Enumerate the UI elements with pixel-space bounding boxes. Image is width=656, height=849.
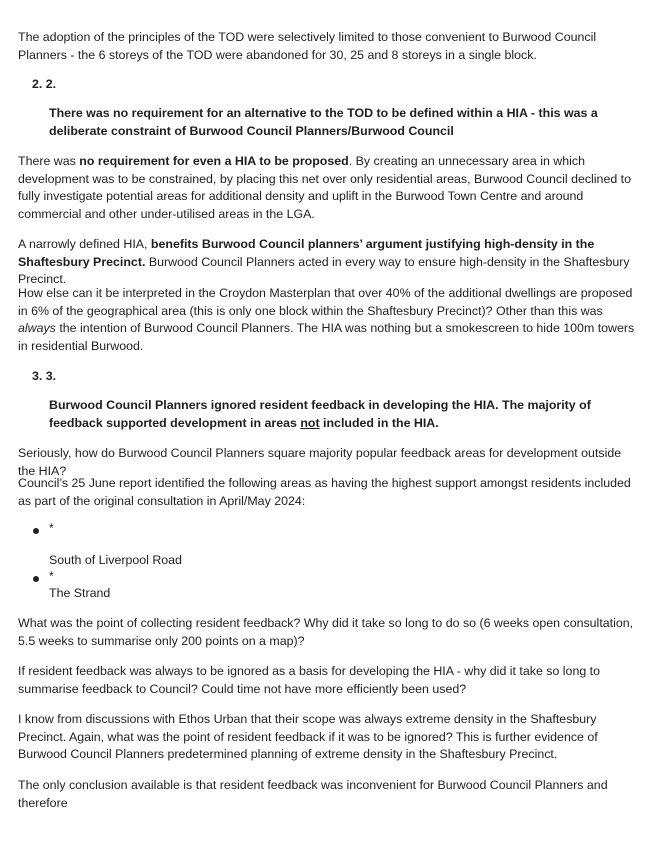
section-3-paragraph-2: Council’s 25 June report identified the following areas as having the highest support amongst residents included as part of the original consultation in April/May 2024: bbox=[18, 476, 631, 508]
section-3-paragraph-1: Seriously, how do Burwood Council Planners square majority popular feedback areas for development outside the HIA? bbox=[18, 446, 622, 478]
section-3-paragraph-6: The only conclusion available is that resident feedback was inconvenient for Burwood Council Planners and therefore bbox=[18, 778, 608, 810]
section-3-paragraph-4: If resident feedback was always to be ignored as a basis for developing the HIA - why did it take so long to summarise feedback to Council? Could time not have more efficiently been used? bbox=[18, 664, 601, 696]
list-number-3: 3. 3. bbox=[32, 369, 57, 383]
list-number-2: 2. 2. bbox=[32, 77, 57, 91]
bullet-text-liverpool-road: South of Liverpool Road bbox=[49, 553, 182, 567]
section-2-paragraph-2: A narrowly defined HIA, benefits Burwood Council planners’ argument justifying high-density in the Shaftesbury Precinct. Burwood Council Planners acted in every way to ensure high-density in the Shaftesbury Precinct. bbox=[18, 237, 630, 287]
section-3-paragraph-5: I know from discussions with Ethos Urban that their scope was always extreme density in the Shaftesbury Precinct. Again, what was the point of resident feedback if it was to be ignored? This is further evidence of Burwood Council Planners predetermined planning of extreme density in the Shaftesbury Precinct. bbox=[18, 712, 598, 762]
section-3-paragraph-3: What was the point of collecting resident feedback? Why did it take so long to do so (6 weeks open consultation, 5.5 weeks to summarise only 200 points on a map)? bbox=[18, 616, 634, 648]
bullet-dot bbox=[33, 528, 39, 534]
intro-paragraph: The adoption of the principles of the TOD were selectively limited to those convenient to Burwood Council Planners - the 6 storeys of the TOD were abandoned for 30, 25 and 8 storeys in a single block. bbox=[18, 30, 597, 62]
bullet-star: * bbox=[49, 521, 54, 535]
section-2-paragraph-1: There was no requirement for even a HIA to be proposed. By creating an unnecessary area in which development was to be constrained, by placing this net over only residential areas, Burwood Council declined to fully investigate potential areas for additional density and uplift in the Burwood Town Centre and around commercial and other under-utilised areas in the LGA. bbox=[18, 154, 632, 221]
bullet-text-the-strand: The Strand bbox=[49, 586, 111, 600]
section-3-heading: Burwood Council Planners ignored resident feedback in developing the HIA. The majority of feedback supported development in areas not included in the HIA. bbox=[49, 398, 591, 430]
bullet-dot bbox=[33, 576, 39, 582]
section-2-paragraph-3: How else can it be interpreted in the Croydon Masterplan that over 40% of the additional dwellings are proposed in 6% of the geographical area (this is only one block within the Shaftesbury Precinct)? Other than this was always the intention of Burwood Council Planners. The HIA was nothing but a smokescreen to hide 100m towers in residential Burwood. bbox=[18, 286, 635, 353]
bullet-star: * bbox=[49, 569, 54, 583]
section-2-heading: There was no requirement for an alternative to the TOD to be defined within a HIA - this was a deliberate constraint of Burwood Council Planners/Burwood Council bbox=[49, 106, 598, 138]
